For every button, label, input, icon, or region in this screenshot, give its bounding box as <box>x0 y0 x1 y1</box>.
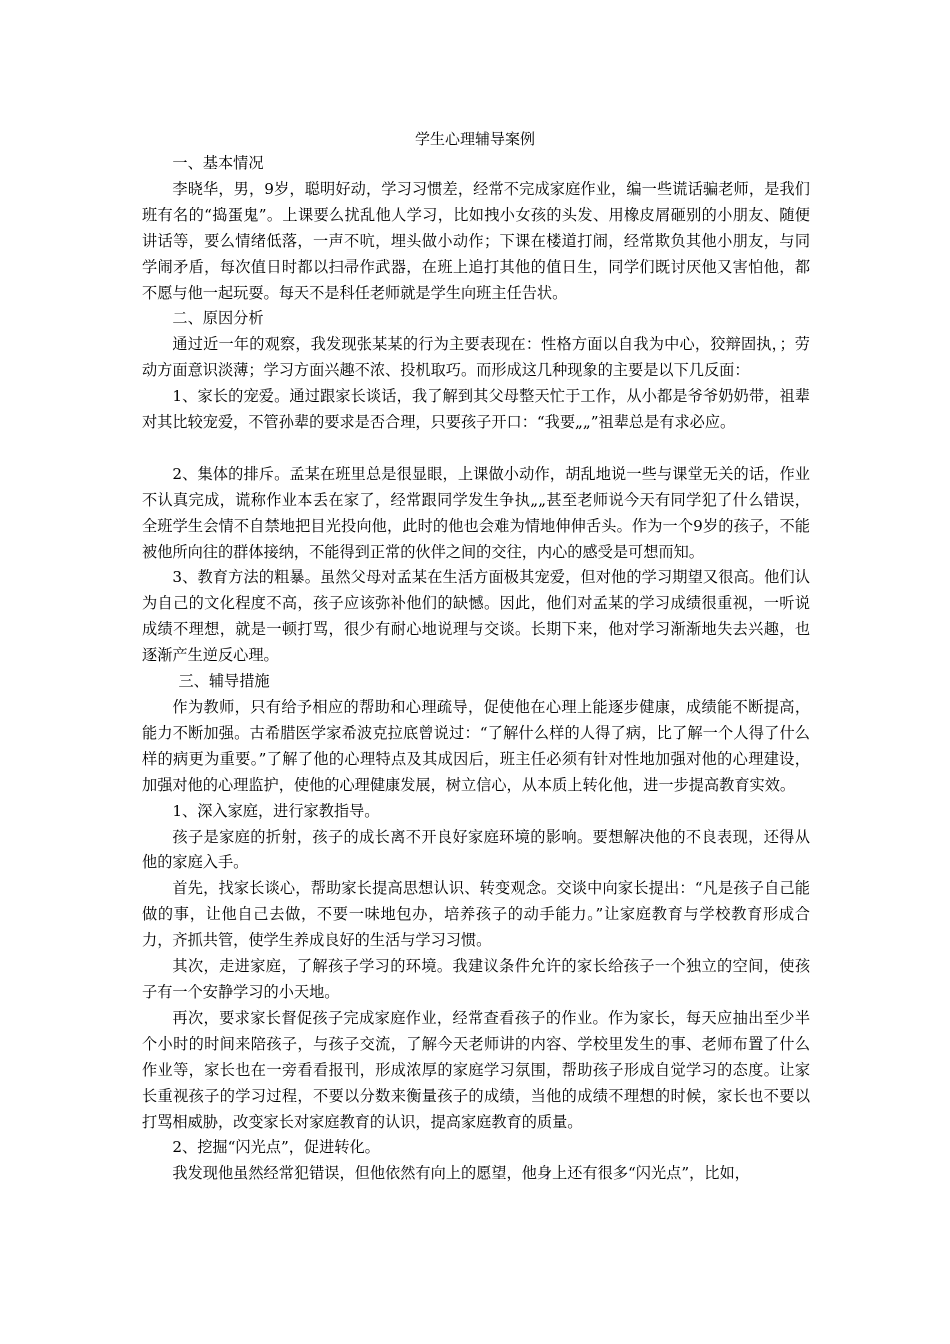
paragraph: 孩子是家庭的折射，孩子的成长离不开良好家庭环境的影响。要想解决他的不良表现，还得从他的家庭入手。 <box>142 827 810 872</box>
paragraph: 我发现他虽然经常犯错误，但他依然有向上的愿望，他身上还有很多“闪光点”，比如， <box>172 1164 750 1183</box>
paragraph: 其次，走进家庭，了解孩子学习的环境。我建议条件允许的家长给孩子一个独立的空间，使孩子有一个安静学习的小天地。 <box>142 957 810 1001</box>
section-heading-cause-analysis: 二、原因分析 <box>172 309 264 328</box>
paragraph: 作为教师，只有给予相应的帮助和心理疏导，促使他在心理上能逐步健康，成绩能不断提高，能力不断加强。古希腊医学家希波克拉底曾说过：“了解什么样的人得了病，比了解一个人得了什么样的病更为重要。”了解了他的心理特点及其成因后，班主任必须有针对性地加强对他的心理建设，加强对他的心理监护，使他的心理健康发展，树立信心，从本质上转化他，进一步提高教育实效。 <box>142 698 810 794</box>
subheading: 2、挖掘“闪光点”，促进转化。 <box>172 1138 380 1157</box>
section-heading-measures: 三、辅导措施 <box>178 672 270 691</box>
paragraph: 再次，要求家长督促孩子完成家庭作业，经常查看孩子的作业。作为家长，每天应抽出至少半个小时的时间来陪孩子，与孩子交流，了解今天老师讲的内容、学校里发生的事、老师布置了什么作业等，家长也在一旁看看报刊，形成浓厚的家庭学习氛围，帮助孩子形成自觉学习的态度。让家长重视孩子的学习过程，不要以分数来衡量孩子的成绩，当他的成绩不理想的时候，家长也不要以打骂相威胁，改变家长对家庭教育的认识，提高家庭教育的质量。 <box>142 1008 810 1131</box>
section-heading-basic-info: 一、基本情况 <box>172 154 264 172</box>
paragraph: 李晓华，男，9岁，聪明好动，学习习惯差，经常不完成家庭作业，编一些谎话骗老师，是我们班有名的“捣蛋鬼”。上课要么扰乱他人学习，比如拽小女孩的头发、用橡皮屑砸别的小朋友、随便讲话等，要么情绪低落，一声不吭，埋头做小动作；下课在楼道打闹，经常欺负其他小朋友，与同学闹矛盾，每次值日时都以扫帚作武器，在班上追打其他的值日生，同学们既讨厌他又害怕他，都不愿与他一起玩耍。每天不是科任老师就是学生向班主任告状。 <box>142 179 810 302</box>
paragraph: 1、家长的宠爱。通过跟家长谈话，我了解到其父母整天忙于工作，从小都是爷爷奶奶带，祖辈对其比较宠爱，不管孙辈的要求是否合理，只要孩子开口：“我要„„”祖辈总是有求必应。 <box>142 387 810 432</box>
document-title: 学生心理辅导案例 <box>414 130 535 148</box>
paragraph: 3、教育方法的粗暴。虽然父母对孟某在生活方面极其宠爱，但对他的学习期望又很高。他们认为自己的文化程度不高，孩子应该弥补他们的缺憾。因此，他们对孟某的学习成绩很重视，一听说成绩不理想，就是一顿打骂，很少有耐心地说理与交谈。长期下来，他对学习渐渐地失去兴趣，也逐渐产生逆反心理。 <box>142 568 810 665</box>
paragraph: 2、集体的排斥。孟某在班里总是很显眼，上课做小动作，胡乱地说一些与课堂无关的话，作业不认真完成，谎称作业本丢在家了，经常跟同学发生争执„„甚至老师说今天有同学犯了什么错误，全班学生会情不自禁地把目光投向他，此时的他也会难为情地伸伸舌头。作为一个9岁的孩子，不能被他所向往的群体接纳，不能得到正常的伙伴之间的交往，内心的感受是可想而知。 <box>142 464 810 561</box>
subheading: 1、深入家庭，进行家教指导。 <box>172 801 380 820</box>
document-body <box>142 151 810 1187</box>
paragraph: 通过近一年的观察，我发现张某某的行为主要表现在：性格方面以自我为中心，狡辩固执，；劳动方面意识淡薄；学习方面兴趣不浓、投机取巧。而形成这几种现象的主要是以下几反面： <box>142 335 810 380</box>
paragraph: 首先，找家长谈心，帮助家长提高思想认识、转变观念。交谈中向家长提出：“凡是孩子自己能做的事，让他自己去做，不要一味地包办，培养孩子的动手能力。”让家庭教育与学校教育形成合力，齐抓共管，使学生养成良好的生活与学习习惯。 <box>142 879 810 950</box>
